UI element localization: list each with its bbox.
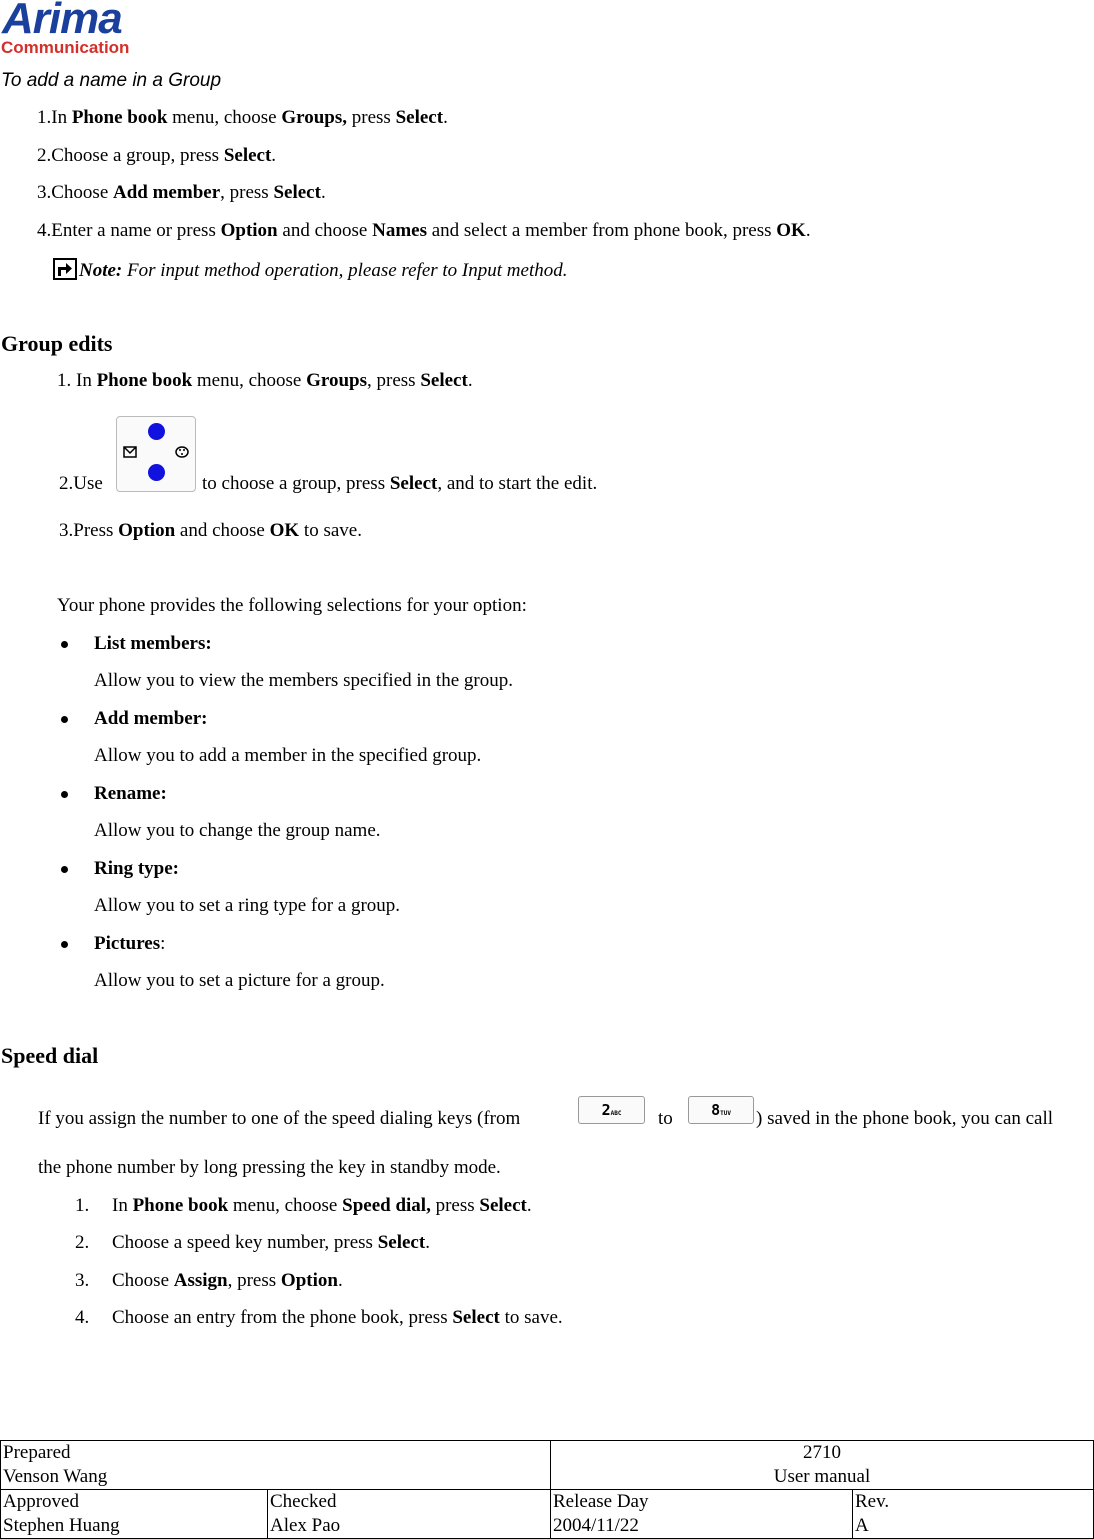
option-label: List members: — [94, 633, 212, 654]
group-edits-step-3: 3.Press Option and choose OK to save. — [59, 520, 362, 541]
model-cell — [551, 1441, 1094, 1490]
group-edits-heading: Group edits — [1, 331, 113, 356]
checked-cell — [268, 1490, 551, 1539]
option-label: Ring type: — [94, 858, 179, 879]
rev-cell — [853, 1490, 1094, 1539]
note-arrow-icon — [53, 258, 77, 280]
prepared-cell — [1, 1441, 551, 1490]
group-edits-step-1: 1. In Phone book menu, choose Groups, press Select. — [57, 370, 473, 391]
document-footer-table — [0, 1440, 1094, 1539]
logo-brand: Arima — [2, 0, 122, 43]
speed-dial-para-c: the phone number by long pressing the key in standby mode. — [38, 1157, 501, 1178]
option-desc: Allow you to view the members specified in the group. — [94, 670, 513, 691]
add-group-step-2: 2.Choose a group, press Select. — [37, 145, 277, 166]
add-group-title: To add a name in a Group — [1, 70, 222, 91]
approved-cell — [1, 1490, 268, 1539]
add-group-step-1: 1.In Phone book menu, choose Groups, press Select. — [37, 107, 448, 128]
checked-label: Checked — [270, 1491, 337, 1512]
navigation-key-icon — [116, 416, 196, 492]
speed-dial-step-2: 2. Choose a speed key number, press Select. — [75, 1232, 430, 1253]
options-intro: Your phone provides the following selections for your option: — [57, 595, 527, 616]
add-group-step-4: 4.Enter a name or press Option and choose Names and select a member from phone book, press OK. — [37, 220, 811, 241]
group-edits-step-2: to choose a group, press Select, and to start the edit. — [202, 473, 598, 494]
palette-icon — [175, 446, 189, 458]
option-label: Pictures: — [94, 933, 166, 954]
bullet-icon — [61, 791, 68, 798]
model-number: 2710 — [803, 1442, 841, 1463]
arima-logo — [0, 0, 152, 60]
option-label: Rename: — [94, 783, 167, 804]
bullet-icon — [61, 941, 68, 948]
bullet-icon — [61, 641, 68, 648]
speed-dial-para-a: If you assign the number to one of the speed dialing keys (from — [38, 1108, 521, 1129]
option-desc: Allow you to change the group name. — [94, 820, 381, 841]
speed-dial-para-b: ) saved in the phone book, you can call — [756, 1108, 1054, 1129]
release-cell — [551, 1490, 853, 1539]
option-label: Add member: — [94, 708, 208, 729]
note-line: Note: For input method operation, please refer to Input method. — [53, 258, 567, 282]
approved-name: Stephen Huang — [3, 1515, 120, 1536]
approved-label: Approved — [3, 1491, 79, 1512]
nav-up-dot — [148, 423, 165, 440]
logo-subtitle: Communication — [1, 38, 130, 57]
speed-dial-step-3: 3. Choose Assign, press Option. — [75, 1270, 343, 1291]
speed-dial-step-1: 1. In Phone book menu, choose Speed dial, press Select. — [75, 1195, 532, 1216]
speed-dial-step-4: 4. Choose an entry from the phone book, press Select to save. — [75, 1307, 563, 1328]
release-date: 2004/11/22 — [553, 1515, 639, 1536]
prepared-label: Prepared — [3, 1442, 71, 1463]
speed-dial-heading: Speed dial — [1, 1043, 99, 1068]
speed-dial-para-to: to — [658, 1108, 673, 1129]
option-desc: Allow you to set a ring type for a group. — [94, 895, 401, 916]
envelope-icon — [123, 446, 137, 458]
rev-label: Rev. — [855, 1491, 890, 1512]
rev-value: A — [855, 1515, 869, 1536]
nav-down-dot — [148, 464, 165, 481]
option-desc: Allow you to add a member in the specified group. — [94, 745, 482, 766]
document-type: User manual — [773, 1466, 871, 1487]
key-8-icon: 8TUV — [688, 1096, 754, 1124]
add-group-step-3: 3.Choose Add member, press Select. — [37, 182, 326, 203]
option-desc: Allow you to set a picture for a group. — [94, 970, 385, 991]
bullet-icon — [61, 866, 68, 873]
prepared-name: Venson Wang — [3, 1466, 108, 1487]
group-edits-step-2-pre: 2.Use — [59, 473, 103, 494]
checked-name: Alex Pao — [270, 1515, 341, 1536]
bullet-icon — [61, 716, 68, 723]
release-label: Release Day — [553, 1491, 649, 1512]
key-2-icon: 2ABC — [578, 1096, 645, 1124]
